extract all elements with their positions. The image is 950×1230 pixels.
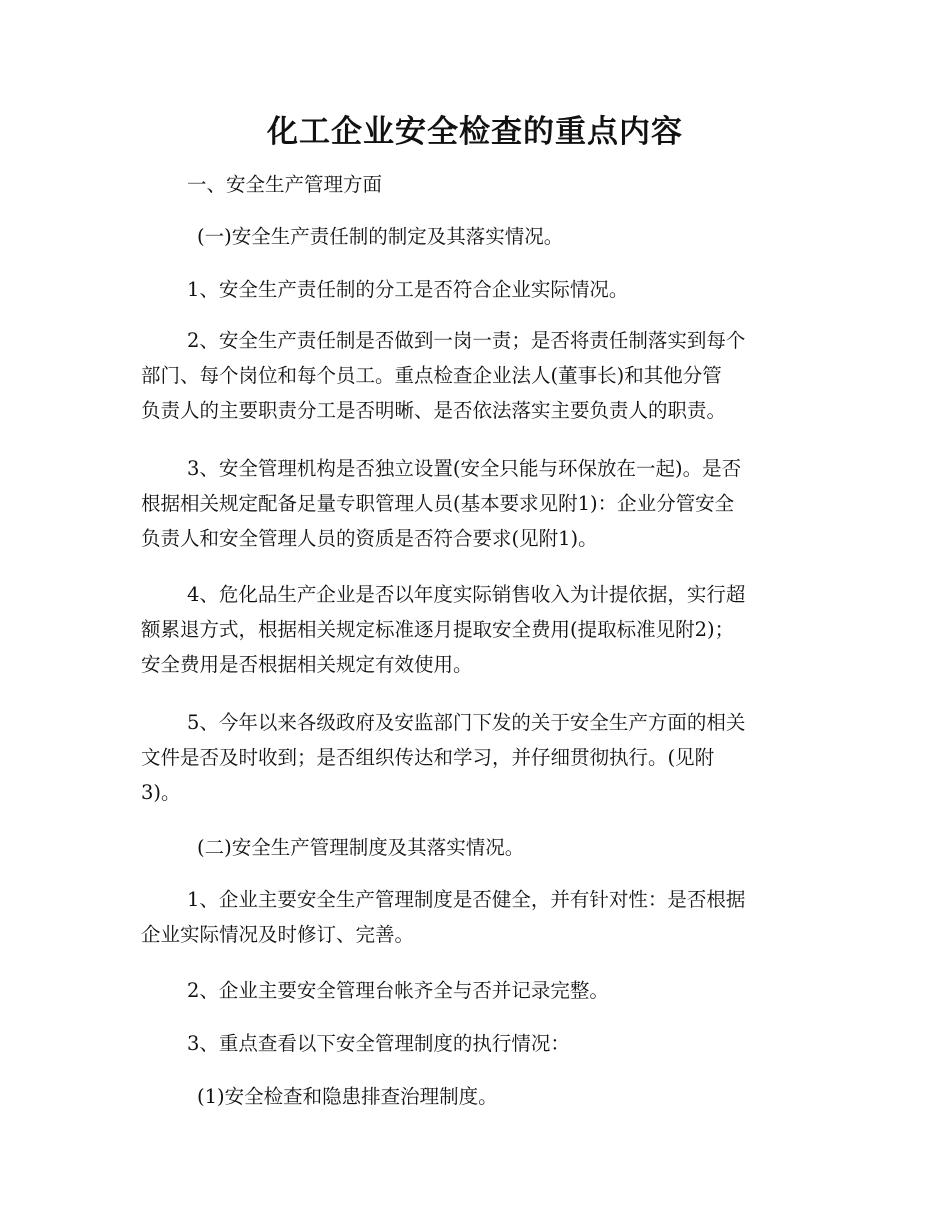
paragraph-1-line-1: 1、安全生产责任制的分工是否符合企业实际情况。: [187, 278, 629, 301]
paragraph-5-line-2: 文件是否及时收到；是否组织传达和学习，并仔细贯彻执行。(见附: [141, 746, 715, 769]
heading-safety-management: 一、安全生产管理方面: [187, 173, 383, 196]
paragraph-7-line-1: 2、企业主要安全管理台帐齐全与否并记录完整。: [187, 979, 609, 1002]
paragraph-6-line-1: 1、企业主要安全生产管理制度是否健全，并有针对性：是否根据: [187, 888, 746, 911]
paragraph-5-line-3: 3)。: [141, 781, 181, 804]
subheading-management-rules: (二)安全生产管理制度及其落实情况。: [197, 836, 525, 859]
paragraph-5-line-1: 5、今年以来各级政府及安监部门下发的关于安全生产方面的相关: [187, 711, 746, 734]
paragraph-3-line-1: 3、安全管理机构是否独立设置(安全只能与环保放在一起)。是否: [187, 457, 742, 480]
paragraph-4-line-3: 安全费用是否根据相关规定有效使用。: [141, 653, 473, 676]
paragraph-6-line-2: 企业实际情况及时修订、完善。: [141, 923, 415, 946]
paragraph-2-line-3: 负责人的主要职责分工是否明晰、是否依法落实主要负责人的职责。: [141, 399, 727, 422]
paragraph-2-line-2: 部门、每个岗位和每个员工。重点检查企业法人(董事长)和其他分管: [141, 364, 722, 387]
document-title: 化工企业安全检查的重点内容: [267, 114, 683, 150]
paragraph-2-line-1: 2、安全生产责任制是否做到一岗一责；是否将责任制落实到每个: [187, 329, 746, 352]
paragraph-3-line-3: 负责人和安全管理人员的资质是否符合要求(见附1)。: [141, 527, 598, 550]
paragraph-4-line-2: 额累退方式，根据相关规定标准逐月提取安全费用(提取标准见附2)；: [141, 618, 735, 641]
list-item-1: (1)安全检查和隐患排查治理制度。: [197, 1085, 498, 1108]
paragraph-8-line-1: 3、重点查看以下安全管理制度的执行情况：: [187, 1032, 570, 1055]
subheading-responsibility-system: (一)安全生产责任制的制定及其落实情况。: [197, 225, 564, 248]
paragraph-4-line-1: 4、危化品生产企业是否以年度实际销售收入为计提依据，实行超: [187, 583, 746, 606]
paragraph-3-line-2: 根据相关规定配备足量专职管理人员(基本要求见附1)：企业分管安全: [141, 492, 735, 515]
